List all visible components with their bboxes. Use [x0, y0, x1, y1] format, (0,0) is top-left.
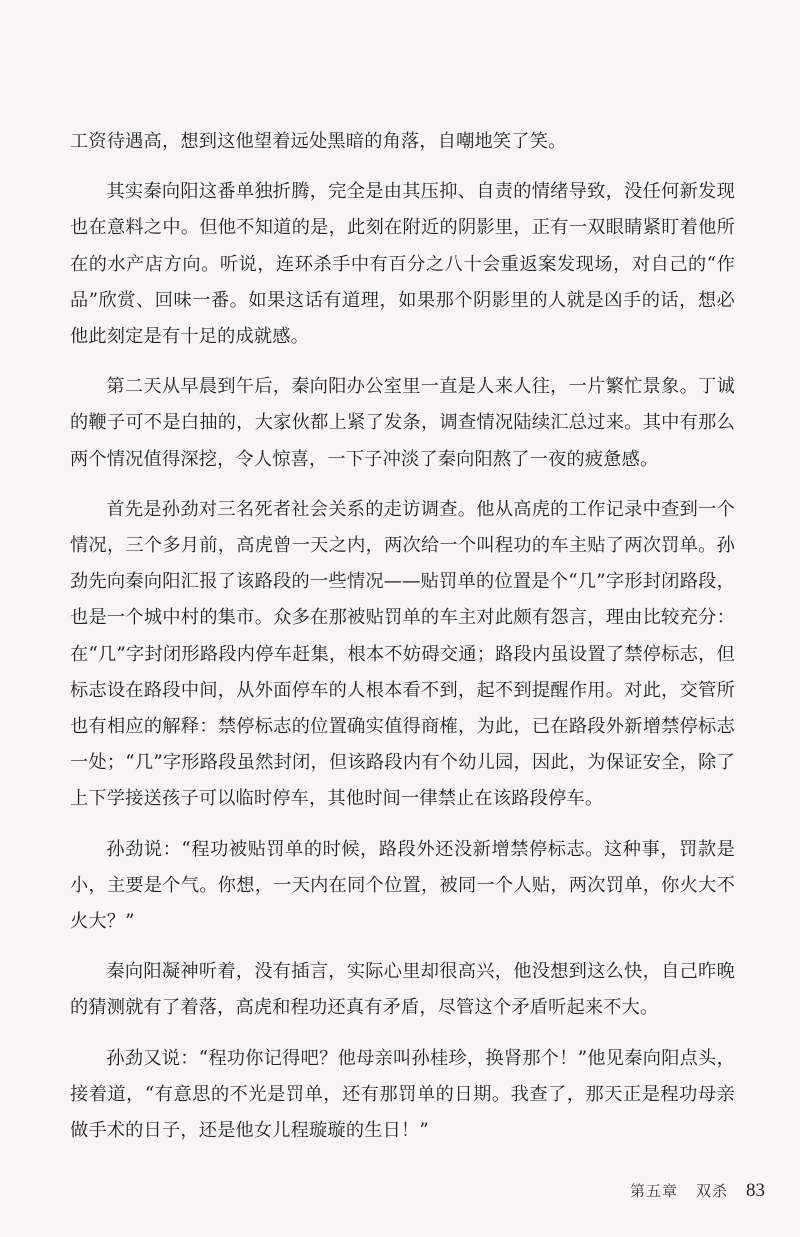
paragraph: 秦向阳凝神听着，没有插言，实际心里却很高兴，他没想到这么快，自己昨晚的猜测就有了着落，高虎和程功还真有矛盾，尽管这个矛盾听起来不大。 [70, 961, 735, 1019]
chapter-label: 第五章 [629, 1182, 678, 1200]
body-text [70, 124, 735, 1163]
page-number: 83 [746, 1180, 765, 1201]
page-footer [630, 1180, 765, 1210]
paragraph: 其实秦向阳这番单独折腾，完全是由其压抑、自责的情绪导致，没任何新发现也在意料之中。但他不知道的是，此刻在附近的阴影里，正有一双眼睛紧盯着他所在的水产店方向。听说，连环杀手中有百分之八十会重返案发现场，对自己的“作品”欣赏、回味一番。如果这话有道理，如果那个阴影里的人就是凶手的话，想必他此刻定是有十足的成就感。 [70, 181, 735, 348]
paragraph: 第二天从早晨到午后，秦向阳办公室里一直是人来人往，一片繁忙景象。丁诚的鞭子可不是白抽的，大家伙都上紧了发条，调查情况陆续汇总过来。其中有那么两个情况值得深挖，令人惊喜，一下子冲淡了秦向阳熬了一夜的疲惫感。 [70, 376, 735, 470]
paragraph: 首先是孙劲对三名死者社会关系的走访调查。他从高虎的工作记录中查到一个情况，三个多月前，高虎曾一天之内，两次给一个叫程功的车主贴了两次罚单。孙劲先向秦向阳汇报了该路段的一些情况——贴罚单的位置是个“几”字形封闭路段，也是一个城中村的集市。众多在那被贴罚单的车主对此颇有怨言，理由比较充分：在“几”字封闭形路段内停车赶集，根本不妨碍交通；路段内虽设置了禁停标志，但标志设在路段中间，从外面停车的人根本看不到，起不到提醒作用。对此，交管所也有相应的解释：禁停标志的位置确实值得商榷，为此，已在路段外新增禁停标志一处；“几”字形路段虽然封闭，但该路段内有个幼儿园，因此，为保证安全，除了上下学接送孩子可以临时停车，其他时间一律禁止在该路段停车。 [70, 498, 735, 810]
paragraph: 孙劲说：“程功被贴罚单的时候，路段外还没新增禁停标志。这种事，罚款是小，主要是个气。你想，一天内在同个位置，被同一个人贴，两次罚单，你火大不火大？” [70, 838, 735, 933]
paragraph-continuation: 工资待遇高，想到这他望着远处黑暗的角落，自嘲地笑了笑。 [70, 131, 567, 152]
chapter-title: 双杀 [695, 1182, 728, 1200]
paragraph: 孙劲又说：“程功你记得吧？他母亲叫孙桂珍，换肾那个！”他见秦向阳点头，接着道，“有意思的不光是罚单，还有那罚单的日期。我查了，那天正是程功母亲做手术的日子，还是他女儿程璇璇的生日！” [70, 1047, 735, 1142]
